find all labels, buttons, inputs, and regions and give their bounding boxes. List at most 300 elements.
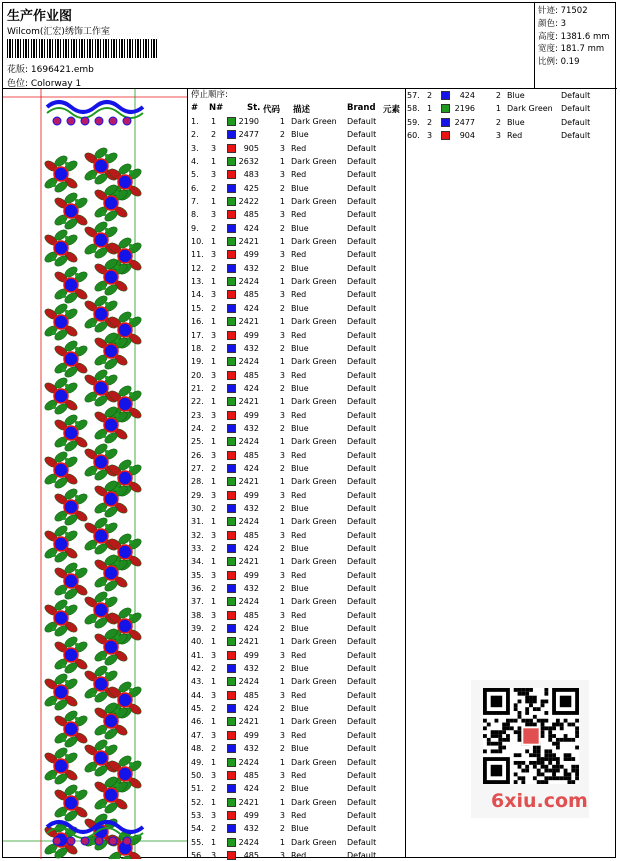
needle-number: 3 <box>211 330 217 340</box>
color-row <box>189 315 405 328</box>
row-number: 46. <box>191 717 204 727</box>
thread-description: Blue <box>291 544 309 553</box>
needle-number: 1 <box>211 677 217 687</box>
thread-description: Blue <box>291 263 309 273</box>
color-row <box>189 649 405 662</box>
stop-number: 2 <box>279 503 285 513</box>
color-row <box>189 502 405 515</box>
needle-number: 1 <box>211 517 217 527</box>
color-swatch <box>227 371 236 380</box>
stop-number: 2 <box>279 423 285 433</box>
thread-brand: Default <box>347 610 377 620</box>
thread-brand: Default <box>347 690 377 700</box>
color-row <box>189 769 405 782</box>
color-swatch <box>227 317 236 326</box>
needle-number: 2 <box>211 584 217 594</box>
thread-description: Blue <box>291 303 309 313</box>
thread-brand: Default <box>561 117 591 127</box>
color-row <box>189 409 405 422</box>
row-number: 16. <box>191 317 204 327</box>
thread-description: Dark Green <box>291 637 337 647</box>
thread-brand: Default <box>561 91 591 100</box>
color-swatch <box>227 290 236 299</box>
row-number: 50. <box>191 770 204 780</box>
thread-code: 485 <box>243 530 259 540</box>
thread-code: 2421 <box>238 637 259 647</box>
stop-number: 2 <box>279 463 285 473</box>
thread-code: 2421 <box>238 717 259 727</box>
divider <box>405 89 406 857</box>
thread-description: Dark Green <box>291 517 337 527</box>
color-swatch <box>441 118 450 127</box>
thread-description: Blue <box>291 624 309 634</box>
thread-brand: Default <box>347 810 377 820</box>
color-swatch <box>227 851 236 860</box>
stop-number: 2 <box>279 130 285 140</box>
stop-number: 3 <box>279 250 285 260</box>
thread-description: Dark Green <box>291 477 337 487</box>
color-swatch <box>227 758 236 767</box>
thread-code: 2424 <box>238 357 259 367</box>
needle-number: 1 <box>211 197 217 207</box>
thread-brand: Default <box>347 303 377 313</box>
row-number: 23. <box>191 410 204 420</box>
embroidery-preview <box>3 89 187 859</box>
color-row <box>189 222 405 235</box>
row-number: 5. <box>191 170 199 180</box>
stop-number: 1 <box>279 397 285 407</box>
thread-brand: Default <box>347 197 377 207</box>
thread-brand: Default <box>347 250 377 260</box>
stop-number: 1 <box>279 117 285 126</box>
color-row <box>189 369 405 382</box>
thread-description: Dark Green <box>291 557 337 567</box>
needle-number: 1 <box>211 597 217 607</box>
color-swatch <box>227 717 236 726</box>
thread-brand: Default <box>347 370 377 380</box>
color-swatch <box>227 531 236 540</box>
stop-number: 2 <box>495 91 501 100</box>
thread-brand: Default <box>347 570 377 580</box>
row-number: 56. <box>191 850 204 860</box>
stop-number: 3 <box>279 610 285 620</box>
row-number: 58. <box>407 104 420 114</box>
flower-motif <box>83 368 119 409</box>
thread-code: 499 <box>243 810 259 820</box>
thread-brand: Default <box>347 757 377 767</box>
color-row <box>189 635 405 648</box>
thread-description: Blue <box>291 423 309 433</box>
color-row <box>189 329 405 342</box>
thread-brand: Default <box>347 423 377 433</box>
needle-number: 1 <box>211 757 217 767</box>
color-swatch <box>227 250 236 259</box>
stop-number: 2 <box>279 303 285 313</box>
thread-description: Red <box>291 370 307 380</box>
row-number: 17. <box>191 330 204 340</box>
color-swatch <box>227 611 236 620</box>
stop-number: 1 <box>279 637 285 647</box>
needle-number: 1 <box>211 437 217 447</box>
thread-code: 499 <box>243 490 259 500</box>
thread-code: 2421 <box>238 237 259 247</box>
needle-number: 3 <box>211 850 217 860</box>
thread-code: 424 <box>243 704 259 714</box>
thread-code: 424 <box>243 463 259 473</box>
row-number: 20. <box>191 370 204 380</box>
stop-number: 3 <box>279 370 285 380</box>
col-code: 代码 <box>263 105 281 115</box>
thread-code: 485 <box>243 290 259 300</box>
thread-brand: Default <box>347 317 377 327</box>
color-swatch <box>227 331 236 340</box>
thread-brand: Default <box>347 477 377 487</box>
thread-description: Blue <box>291 383 309 393</box>
needle-number: 2 <box>427 91 433 100</box>
row-number: 55. <box>191 837 204 847</box>
color-row <box>189 689 405 702</box>
stop-number: 2 <box>279 704 285 714</box>
row-number: 25. <box>191 437 204 447</box>
thread-description: Blue <box>291 824 309 834</box>
thread-code: 2421 <box>238 397 259 407</box>
color-swatch <box>227 477 236 486</box>
color-sequence-list <box>189 89 405 861</box>
thread-code: 499 <box>243 650 259 660</box>
thread-description: Blue <box>291 664 309 674</box>
needle-number: 2 <box>211 223 217 233</box>
thread-code: 424 <box>243 303 259 313</box>
stop-number: 1 <box>279 837 285 847</box>
color-swatch <box>227 157 236 166</box>
needle-number: 1 <box>427 104 433 114</box>
design-stats <box>535 3 617 89</box>
thread-brand: Default <box>347 277 377 287</box>
flower-motif <box>43 746 79 787</box>
needle-number: 3 <box>211 210 217 220</box>
row-number: 1. <box>191 117 199 126</box>
col-brand: Brand <box>347 103 376 113</box>
page-title: 生产作业图 <box>7 9 73 24</box>
thread-brand: Default <box>347 437 377 447</box>
flower-motif <box>53 709 89 750</box>
thread-description: Dark Green <box>291 317 337 327</box>
color-row <box>189 609 405 622</box>
color-row <box>189 729 405 742</box>
row-number: 27. <box>191 463 204 473</box>
flower-motif <box>53 339 89 380</box>
design-scale: 比例: 0.19 <box>538 57 580 68</box>
thread-description: Dark Green <box>291 237 337 247</box>
needle-number: 2 <box>211 664 217 674</box>
thread-code: 485 <box>243 770 259 780</box>
thread-description: Blue <box>291 744 309 754</box>
stop-number: 3 <box>279 410 285 420</box>
color-swatch <box>441 91 450 100</box>
color-swatch <box>227 237 236 246</box>
barcode <box>7 39 157 58</box>
needle-number: 2 <box>211 343 217 353</box>
color-row <box>189 182 405 195</box>
stop-number: 2 <box>279 584 285 594</box>
color-swatch <box>227 437 236 446</box>
thread-code: 499 <box>243 410 259 420</box>
thread-description: Dark Green <box>291 717 337 727</box>
row-number: 21. <box>191 383 204 393</box>
thread-brand: Default <box>347 223 377 233</box>
color-swatch <box>227 411 236 420</box>
stop-number: 1 <box>279 317 285 327</box>
color-row <box>189 288 405 301</box>
color-swatch <box>227 544 236 553</box>
color-row <box>189 836 405 849</box>
thread-description: Blue <box>507 91 525 100</box>
thread-brand: Default <box>347 410 377 420</box>
color-swatch <box>227 637 236 646</box>
row-number: 34. <box>191 557 204 567</box>
thread-description: Blue <box>291 223 309 233</box>
thread-description: Blue <box>291 503 309 513</box>
thread-code: 2424 <box>238 677 259 687</box>
needle-number: 3 <box>211 610 217 620</box>
color-row <box>189 782 405 795</box>
color-row <box>189 489 405 502</box>
thread-code: 2421 <box>238 477 259 487</box>
stop-number: 3 <box>279 143 285 153</box>
stop-number: 2 <box>495 117 501 127</box>
color-sequence-list-continued <box>405 89 617 142</box>
needle-number: 1 <box>211 157 217 167</box>
color-row <box>189 235 405 248</box>
thread-brand: Default <box>347 450 377 460</box>
thread-description: Dark Green <box>291 437 337 447</box>
flower-motif <box>83 294 119 335</box>
stop-number: 1 <box>279 597 285 607</box>
thread-brand: Default <box>561 131 591 141</box>
color-row <box>189 475 405 488</box>
stop-number: 2 <box>279 343 285 353</box>
color-swatch <box>227 384 236 393</box>
stop-number: 1 <box>495 104 501 114</box>
color-row <box>189 382 405 395</box>
row-number: 41. <box>191 650 204 660</box>
color-row <box>189 622 405 635</box>
color-swatch <box>227 464 236 473</box>
thread-brand: Default <box>347 157 377 167</box>
row-number: 7. <box>191 197 199 207</box>
needle-number: 3 <box>211 570 217 580</box>
thread-description: Dark Green <box>291 677 337 687</box>
thread-brand: Default <box>347 490 377 500</box>
stop-number: 3 <box>279 810 285 820</box>
thread-code: 432 <box>243 423 259 433</box>
color-count: 颜色: 3 <box>538 18 566 29</box>
stop-number: 3 <box>279 770 285 780</box>
stop-number: 1 <box>279 277 285 287</box>
color-rows-continued <box>405 89 617 142</box>
row-number: 54. <box>191 824 204 834</box>
color-swatch <box>227 744 236 753</box>
color-row <box>189 742 405 755</box>
needle-number: 3 <box>211 410 217 420</box>
thread-description: Red <box>291 730 307 740</box>
stop-number: 2 <box>279 544 285 553</box>
needle-number: 3 <box>211 170 217 180</box>
thread-brand: Default <box>347 650 377 660</box>
row-number: 53. <box>191 810 204 820</box>
design-width: 宽度: 181.7 mm <box>538 44 605 55</box>
column-headers <box>189 102 405 115</box>
color-swatch <box>227 491 236 500</box>
row-number: 15. <box>191 303 204 313</box>
thread-brand: Default <box>347 530 377 540</box>
stop-number: 3 <box>279 450 285 460</box>
color-row <box>189 168 405 181</box>
color-swatch <box>227 144 236 153</box>
color-swatch <box>227 798 236 807</box>
thread-code: 432 <box>243 744 259 754</box>
needle-number: 3 <box>211 490 217 500</box>
border-motif <box>47 102 143 125</box>
row-number: 38. <box>191 610 204 620</box>
thread-code: 2424 <box>238 757 259 767</box>
color-swatch <box>227 584 236 593</box>
needle-number: 2 <box>427 117 433 127</box>
flower-motif <box>53 783 89 824</box>
row-number: 59. <box>407 117 420 127</box>
needle-number: 2 <box>211 303 217 313</box>
color-swatch <box>227 677 236 686</box>
thread-description: Dark Green <box>291 397 337 407</box>
thread-code: 485 <box>243 610 259 620</box>
thread-code: 432 <box>243 263 259 273</box>
color-row <box>189 529 405 542</box>
thread-code: 2424 <box>238 437 259 447</box>
stop-number: 1 <box>279 797 285 807</box>
color-row <box>405 129 617 142</box>
thread-description: Red <box>291 570 307 580</box>
color-swatch <box>227 557 236 566</box>
stop-number: 1 <box>279 677 285 687</box>
flower-motif <box>53 635 89 676</box>
thread-brand: Default <box>347 797 377 807</box>
thread-brand: Default <box>347 503 377 513</box>
thread-description: Red <box>291 410 307 420</box>
color-swatch <box>227 264 236 273</box>
needle-number: 3 <box>211 730 217 740</box>
row-number: 49. <box>191 757 204 767</box>
color-swatch <box>227 824 236 833</box>
stop-number: 1 <box>279 157 285 167</box>
needle-number: 1 <box>211 477 217 487</box>
design-file: 花版: 1696421.emb <box>7 65 94 75</box>
row-number: 8. <box>191 210 199 220</box>
flower-motif <box>53 561 89 602</box>
thread-code: 499 <box>243 570 259 580</box>
color-swatch <box>441 131 450 140</box>
color-row <box>189 569 405 582</box>
color-swatch <box>227 357 236 366</box>
qr-watermark <box>471 680 589 818</box>
thread-description: Red <box>291 850 307 860</box>
thread-brand: Default <box>347 330 377 340</box>
needle-number: 1 <box>211 237 217 247</box>
stop-number: 1 <box>279 197 285 207</box>
thread-description: Red <box>291 610 307 620</box>
color-swatch <box>227 277 236 286</box>
color-row <box>189 555 405 568</box>
col-num: # <box>191 103 199 113</box>
thread-brand: Default <box>347 637 377 647</box>
thread-brand: Default <box>347 183 377 193</box>
flower-motif <box>43 154 79 195</box>
needle-number: 2 <box>211 784 217 794</box>
col-element: 元素 <box>383 105 401 115</box>
company-name: Wilcom(汇宏)绣饰工作室 <box>7 27 110 37</box>
thread-description: Blue <box>507 117 525 127</box>
row-number: 36. <box>191 584 204 594</box>
thread-brand: Default <box>347 584 377 594</box>
thread-brand: Default <box>347 664 377 674</box>
flower-motif <box>53 191 89 232</box>
color-swatch <box>227 117 236 126</box>
header-info <box>3 3 535 89</box>
thread-description: Red <box>291 810 307 820</box>
color-row <box>189 302 405 315</box>
color-row <box>189 809 405 822</box>
flower-motif <box>83 516 119 557</box>
thread-description: Dark Green <box>291 597 337 607</box>
thread-code: 432 <box>243 343 259 353</box>
watermark-text: 6xiu.com <box>491 790 588 812</box>
stop-number: 2 <box>279 784 285 794</box>
thread-code: 2421 <box>238 557 259 567</box>
needle-number: 3 <box>211 690 217 700</box>
stop-number: 1 <box>279 557 285 567</box>
thread-brand: Default <box>347 343 377 353</box>
row-number: 40. <box>191 637 204 647</box>
color-swatch <box>227 731 236 740</box>
thread-brand: Default <box>347 210 377 220</box>
design-height: 高度: 1381.6 mm <box>538 31 610 42</box>
thread-code: 485 <box>243 690 259 700</box>
row-number: 4. <box>191 157 199 167</box>
thread-code: 424 <box>243 784 259 794</box>
thread-description: Red <box>291 170 307 180</box>
color-swatch <box>227 184 236 193</box>
thread-code: 425 <box>243 183 259 193</box>
thread-code: 905 <box>243 143 259 153</box>
flower-motif <box>43 376 79 417</box>
divider <box>187 89 188 857</box>
thread-brand: Default <box>347 824 377 834</box>
thread-brand: Default <box>347 744 377 754</box>
row-number: 39. <box>191 624 204 634</box>
stop-number: 2 <box>279 744 285 754</box>
thread-code: 2424 <box>238 837 259 847</box>
color-row <box>405 116 617 129</box>
stop-number: 3 <box>279 690 285 700</box>
thread-brand: Default <box>347 517 377 527</box>
thread-code: 424 <box>243 223 259 233</box>
thread-code: 499 <box>243 330 259 340</box>
stop-number: 1 <box>279 437 285 447</box>
colorway: 色位: Colorway 1 <box>7 79 82 89</box>
row-number: 51. <box>191 784 204 794</box>
thread-code: 2424 <box>238 597 259 607</box>
color-swatch <box>227 170 236 179</box>
thread-code: 485 <box>243 370 259 380</box>
